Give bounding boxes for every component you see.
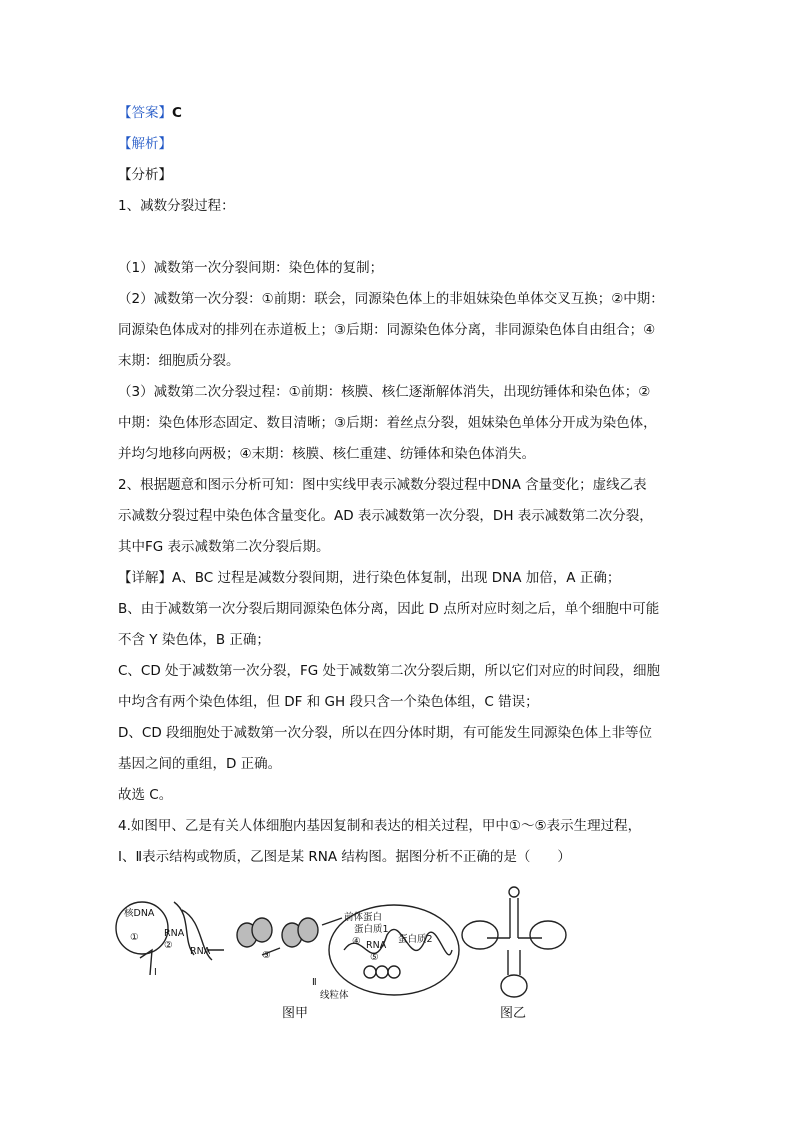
label-5: ⑤ (370, 952, 379, 963)
label-mitochondrion: 线粒体 (320, 990, 349, 1001)
text-line: 其中FG 表示减数第二次分裂后期。 (118, 539, 330, 555)
text-line: C、CD 处于减数第一次分裂，FG 处于减数第二次分裂后期，所以它们对应的时间段，细胞 (118, 663, 661, 679)
blank-line (118, 222, 678, 253)
question-line: 4.如图甲、乙是有关人体细胞内基因复制和表达的相关过程，甲中①～⑤表示生理过程， (118, 818, 642, 834)
label-precursor-protein: 前体蛋白 (344, 912, 383, 923)
caption-jia: 图甲 (282, 1006, 309, 1021)
figure-jia-labels (124, 907, 433, 1001)
text-line: 中期：染色体形态固定、数目清晰；③后期：着丝点分裂，姐妹染色单体分开成为染色体， (118, 415, 657, 431)
ribosome (252, 918, 272, 942)
question-line: Ⅰ、Ⅱ表示结构或物质，乙图是某 RNA 结构图。据图分析不正确的是（ ） (118, 849, 571, 865)
trna-left-loop (462, 921, 498, 949)
text-line: 并均匀地移向两极；④末期：核膜、核仁重建、纺锤体和染色体消失。 (118, 446, 536, 462)
figure-yi-trna (462, 887, 566, 997)
trna-anticodon-stem (508, 950, 520, 975)
text-line: 末期：细胞质分裂。 (118, 353, 240, 369)
label-rna-3: RNA (366, 940, 387, 951)
text-line: B、由于减数第一次分裂后期同源染色体分离，因此 D 点所对应时刻之后，单个细胞中可能 (118, 601, 660, 617)
answer-value: C (172, 105, 182, 121)
label-ii: Ⅱ (312, 977, 317, 988)
label-3: ③ (262, 950, 271, 961)
trna-top-circle (509, 887, 519, 897)
text-line: 基因之间的重组，D 正确。 (118, 756, 282, 772)
label-1: ① (130, 932, 139, 943)
mito-ribosome (364, 966, 376, 978)
label-i: Ⅰ (154, 967, 157, 978)
text-line: 中均含有两个染色体组，但 DF 和 GH 段只含一个染色体组，C 错误； (118, 694, 539, 710)
text-line: 不含 Y 染色体，B 正确； (118, 632, 270, 648)
ribosome (298, 918, 318, 942)
answer-line (118, 98, 678, 129)
arrow-3 (322, 918, 342, 925)
trna-acceptor-stem (510, 898, 518, 938)
text-line: 2、根据题意和图示分析可知：图中实线甲表示减数分裂过程中DNA 含量变化；虚线乙表 (118, 477, 647, 493)
fenxi-heading: 【分析】 (118, 167, 172, 183)
caption-yi: 图乙 (500, 1006, 527, 1021)
mito-ribosome (388, 966, 400, 978)
text-line: 同源染色体成对的排列在赤道板上；③后期：同源染色体分离，非同源染色体自由组合；④ (118, 322, 656, 338)
text-line: 故选 C。 (118, 787, 173, 803)
label-rna-2: RNA (190, 946, 211, 957)
label-4: ④ (352, 936, 361, 947)
answer-label: 【答案】 (118, 105, 172, 121)
text-line: 示减数分裂过程中染色体含量变化。AD 表示减数第一次分裂，DH 表示减数第二次分裂， (118, 508, 653, 524)
label-protein-2: 蛋白质2 (398, 934, 433, 945)
trna-anticodon-loop (501, 975, 527, 997)
analysis-heading: 【解析】 (118, 136, 172, 152)
label-rna: RNA (164, 928, 185, 939)
figure-area (112, 880, 582, 1030)
text-line: 【详解】A、BC 过程是减数分裂间期，进行染色体复制，出现 DNA 加倍，A 正确； (118, 570, 621, 586)
document-body (118, 98, 678, 873)
label-he-dna: 核DNA (124, 908, 155, 919)
text-line: D、CD 段细胞处于减数第一次分裂，所以在四分体时期，有可能发生同源染色体上非等位 (118, 725, 653, 741)
label-protein-1: 蛋白质1 (354, 924, 389, 935)
text-line: （3）减数第二次分裂过程：①前期：核膜、核仁逐渐解体消失，出现纺锤体和染色体；② (118, 384, 651, 400)
label-2: ② (164, 940, 173, 951)
mito-ribosome (376, 966, 388, 978)
text-line: （2）减数第一次分裂：①前期：联会，同源染色体上的非姐妹染色单体交叉互换；②中期： (118, 291, 664, 307)
text-line: 1、减数分裂过程： (118, 198, 235, 214)
text-line: （1）减数第一次分裂间期：染色体的复制； (118, 260, 384, 276)
trna-right-loop (530, 921, 566, 949)
